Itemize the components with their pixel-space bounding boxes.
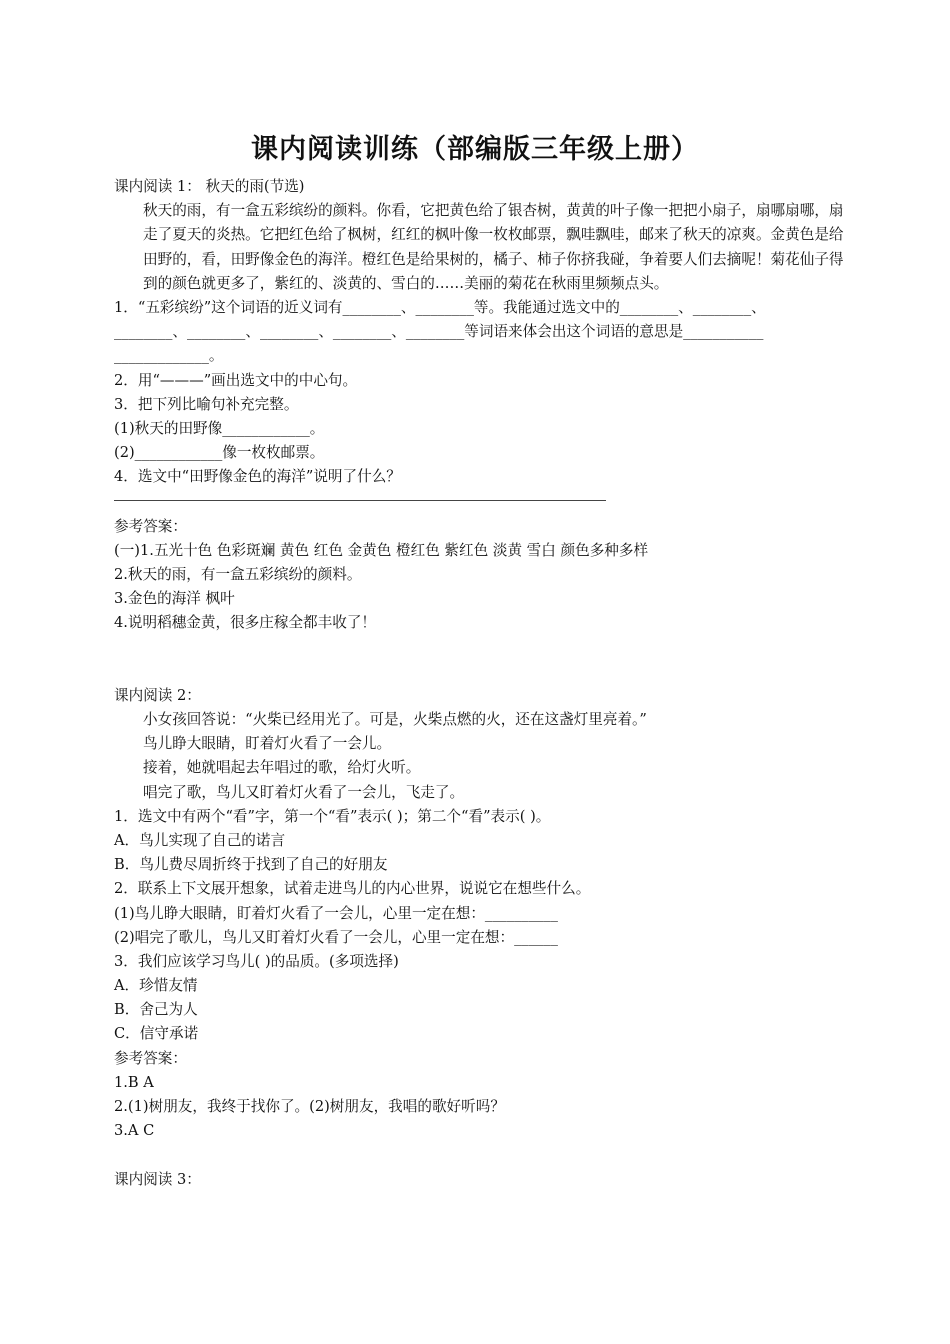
- reading2-passage-line: 唱完了歌，鸟儿又盯着灯火看了一会儿，飞走了。: [143, 783, 465, 801]
- reading1-q2: 2．用“———”画出选文中的中心句。: [114, 371, 358, 389]
- reading3-heading: 课内阅读 3：: [114, 1170, 201, 1188]
- reading2-answer: 2.(1)树朋友，我终于找你了。(2)树朋友，我唱的歌好听吗？: [114, 1098, 505, 1116]
- reading2-q1-option-a: A．鸟儿实现了自己的诺言: [114, 831, 286, 849]
- reading2-answer-title: 参考答案：: [114, 1049, 187, 1067]
- reading2-q1-option-b: B．鸟儿费尽周折终于找到了自己的好朋友: [114, 856, 388, 874]
- reading1-q3-1: (1)秋天的田野像____________。: [114, 419, 325, 437]
- document-body: [114, 175, 849, 1192]
- reading1-answer-title: 参考答案：: [114, 517, 187, 535]
- reading1-q4: 4．选文中“田野像金色的海洋”说明了什么？: [114, 468, 401, 486]
- reading1-answer: 3.金色的海洋 枫叶: [114, 590, 235, 608]
- reading1-q1-line1: 1．“五彩缤纷”这个词语的近义词有________、________等。我能通过选文中的________、________、: [114, 299, 766, 316]
- reading2-q3: 3．我们应该学习鸟儿( )的品质。(多项选择): [114, 952, 399, 970]
- reading2-answer: 3.A C: [114, 1122, 155, 1140]
- answer-line: [114, 490, 606, 501]
- reading1-answer: 2.秋天的雨，有一盒五彩缤纷的颜料。: [114, 565, 362, 583]
- reading1-passage: 秋天的雨，有一盒五彩缤纷的颜料。你看，它把黄色给了银杏树，黄黄的叶子像一把把小扇子，扇哪扇哪，扇走了夏天的炎热。它把红色给了枫树，红红的枫叶像一枚枚邮票，飘哇飘哇，邮来了秋天的凉爽。金黄色是给田野的，看，田野像金色的海洋。橙红色是给果树的，橘子、柿子你挤我碰，争着要人们去摘呢！菊花仙子得到的颜色就更多了，紫红的、淡黄的、雪白的……美丽的菊花在秋雨里频频点头。: [143, 202, 844, 292]
- reading2-q3-option-c: C．信守承诺: [114, 1025, 199, 1043]
- reading1-heading: 课内阅读 1： 秋天的雨(节选): [114, 178, 305, 195]
- reading1-q3: 3．把下列比喻句补充完整。: [114, 395, 299, 413]
- reading2-q2-2: (2)唱完了歌儿，鸟儿又盯着灯火看了一会儿，心里一定在想：______: [114, 928, 558, 946]
- section-spacer: [114, 635, 849, 683]
- reading2-passage-line: 鸟儿睁大眼睛，盯着灯火看了一会儿。: [143, 735, 392, 753]
- reading1-q3-2: (2)____________像一枚枚邮票。: [114, 444, 325, 462]
- reading2-q1: 1．选文中有两个“看”字，第一个“看”表示( )；第二个“看”表示( )。: [114, 807, 551, 825]
- reading2-q3-option-b: B．舍己为人: [114, 1001, 198, 1019]
- reading2-answer: 1.B A: [114, 1073, 154, 1091]
- section-spacer: [114, 1143, 849, 1167]
- page-title: 课内阅读训练（部编版三年级上册）: [251, 134, 699, 165]
- reading2-heading: 课内阅读 2：: [114, 686, 201, 704]
- reading2-passage-line: 接着，她就唱起去年唱过的歌，给灯火听。: [143, 759, 421, 777]
- reading1-answer: 4.说明稻穗金黄，很多庄稼全都丰收了！: [114, 614, 377, 632]
- reading1-q1-line2: ________、________、________、________、________等词语来体会出这个词语的意思是___________: [114, 323, 764, 341]
- reading2-q3-option-a: A．珍惜友情: [114, 977, 198, 995]
- reading2-passage-line: 小女孩回答说：“火柴已经用光了。可是，火柴点燃的火，还在这盏灯里亮着。”: [143, 711, 647, 729]
- reading2-q2: 2．联系上下文展开想象，试着走进鸟儿的内心世界，说说它在想些什么。: [114, 880, 591, 898]
- reading2-q2-1: (1)鸟儿睁大眼睛，盯着灯火看了一会儿，心里一定在想：__________: [114, 904, 558, 922]
- reading1-q1-line3: _____________。: [114, 347, 224, 365]
- reading1-answer: (一)1.五光十色 色彩斑斓 黄色 红色 金黄色 橙红色 紫红色 淡黄 雪白 颜色多种多样: [114, 541, 649, 559]
